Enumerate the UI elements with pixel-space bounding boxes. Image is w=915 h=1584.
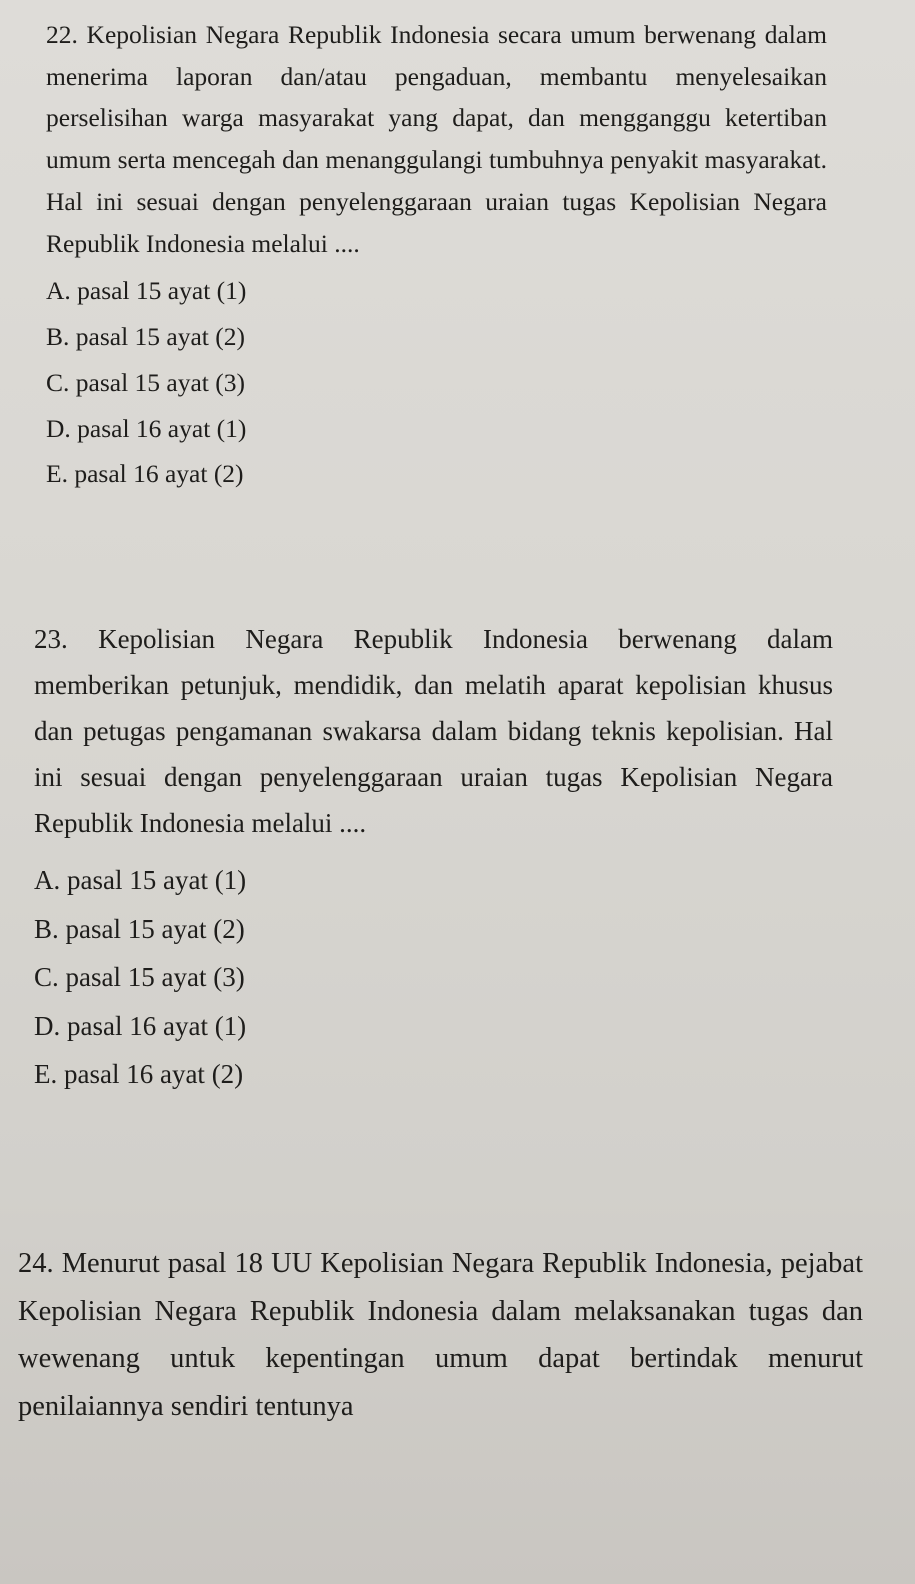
question-23-option-e: E. pasal 16 ayat (2) bbox=[34, 1059, 244, 1090]
question-22-option-a: A. pasal 15 ayat (1) bbox=[46, 276, 247, 306]
question-23-text: Kepolisian Negara Republik Indonesia berwenang dalam memberikan petunjuk, mendidik, dan melatih aparat kepolisian khusus dan petugas pengamanan swakarsa dalam bidang teknis kepolisian. Hal ini sesuai dengan penyelenggaraan uraian tugas Kepolisian Negara Republik Indonesia melalui .... bbox=[34, 624, 834, 838]
question-24-text: Menurut pasal 18 UU Kepolisian Negara Republik Indonesia, pejabat Kepolisian Negara Republik Indonesia dalam melaksanakan tugas dan wewenang untuk kepentingan umum dapat bertindak menurut penilaiannya sendiri tentunya bbox=[18, 1248, 863, 1422]
question-23-number: 23. bbox=[34, 624, 68, 654]
question-24-number: 24. bbox=[18, 1248, 54, 1279]
question-22-option-d: D. pasal 16 ayat (1) bbox=[46, 413, 247, 443]
question-22 bbox=[0, 14, 915, 497]
question-24-stem bbox=[18, 1240, 863, 1430]
question-23-option-a: A. pasal 15 ayat (1) bbox=[34, 865, 247, 895]
question-23-option-c: C. pasal 15 ayat (3) bbox=[34, 962, 245, 993]
question-22-number: 22. bbox=[46, 20, 78, 49]
question-22-option-c: C. pasal 15 ayat (3) bbox=[46, 367, 245, 397]
question-23-option-b: B. pasal 15 ayat (2) bbox=[34, 913, 245, 944]
question-22-stem bbox=[46, 14, 827, 264]
question-22-option-e: E. pasal 16 ayat (2) bbox=[46, 459, 244, 489]
question-22-options bbox=[46, 268, 827, 497]
question-23-option-d: D. pasal 16 ayat (1) bbox=[34, 1010, 247, 1041]
question-23-options bbox=[34, 856, 833, 1099]
question-22-text: Kepolisian Negara Republik Indonesia secara umum berwenang dalam menerima laporan dan/atau pengaduan, membantu menyelesaikan perselisihan warga masyarakat yang dapat, dan mengganggu ketertiban umum serta mencegah dan menanggulangi tumbuhnya penyakit masyarakat. Hal ini sesuai dengan penyelenggaraan uraian tugas Kepolisian Negara Republik Indonesia melalui .... bbox=[46, 20, 827, 258]
question-23-stem bbox=[34, 616, 833, 846]
question-22-option-b: B. pasal 15 ayat (2) bbox=[46, 322, 245, 352]
question-24 bbox=[0, 1240, 915, 1430]
question-23 bbox=[0, 616, 915, 1099]
